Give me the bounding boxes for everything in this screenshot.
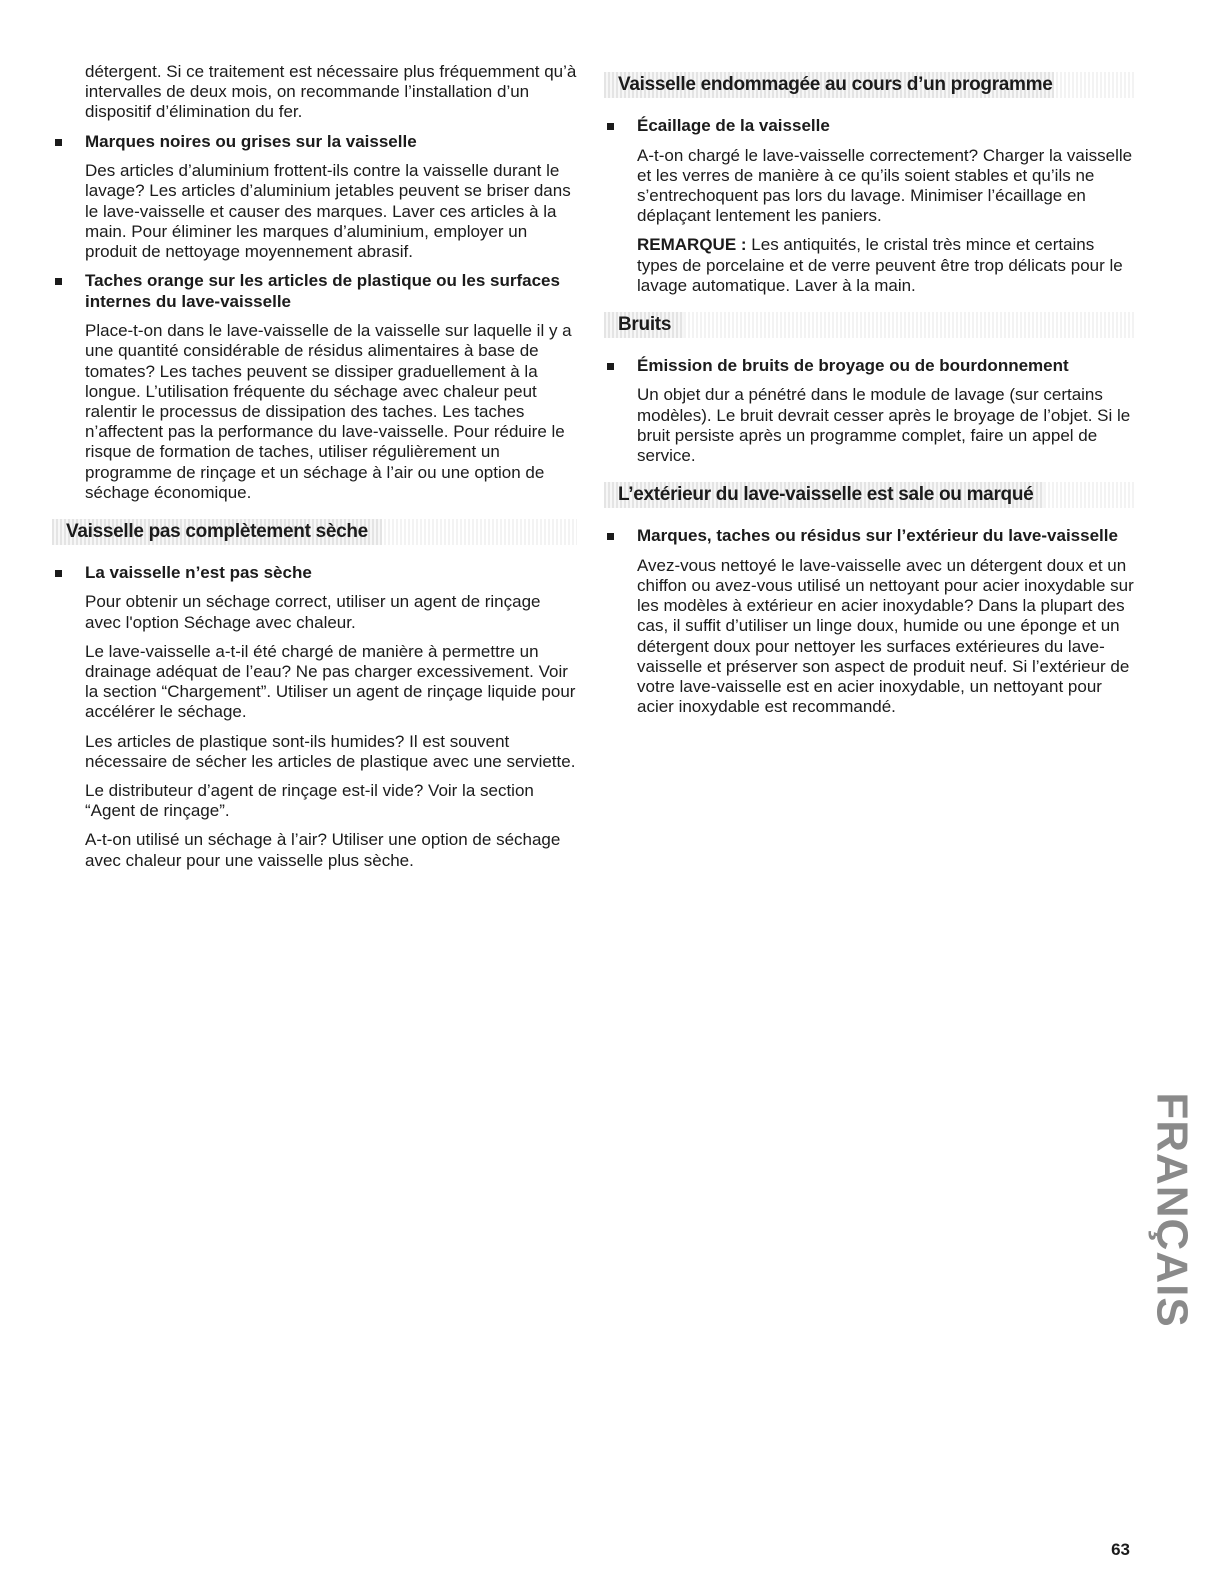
section-heading-label: Vaisselle pas complètement sèche [66,520,368,542]
item-title-black-marks: Marques noires ou grises sur la vaisselle [52,132,577,153]
section-heading-not-dry [52,517,577,547]
item-title-orange-stains: Taches orange sur les articles de plastique ou les surfaces internes du lave-vaisselle [52,271,577,312]
remark-text: Les antiquités, le cristal très mince et certains types de porcelaine et de verre peuvent être trop délicats pour le lavage automatique. Laver à la main. [637,235,1123,295]
section-heading-damaged [604,70,1134,100]
section-heading-exterior [604,480,1134,510]
remark-paragraph [604,235,1134,296]
section-heading-label: L’extérieur du lave-vaisselle est sale ou marqué [618,484,1034,506]
not-dry-paragraph-3: Les articles de plastique sont-ils humides? Il est souvent nécessaire de sécher les articles de plastique avec une serviette. [85,731,576,771]
page-number: 63 [1111,1540,1130,1559]
item-text-noises: Un objet dur a pénétré dans le module de lavage (sur certains modèles). Le bruit devrait cesser après le broyage de l’objet. Si le bruit persiste après un programme complet, faire un appel de service. [637,385,1131,466]
section-heading-noises [604,310,1134,340]
not-dry-paragraph-5: A-t-on utilisé un séchage à l’air? Utiliser une option de séchage avec chaleur pour une vaisselle plus sèche. [85,830,561,870]
not-dry-paragraph-4: Le distributeur d’agent de rinçage est-il vide? Voir la section “Agent de rinçage”. [85,781,534,821]
not-dry-paragraph-1: Pour obtenir un séchage correct, utiliser un agent de rinçage avec l'option Séchage avec chaleur. [85,592,541,632]
item-text-orange-stains: Place-t-on dans le lave-vaisselle de la vaisselle sur laquelle il y a une quantité considérable de résidus alimentaires à base de tomates? Les taches peuvent se dissiper graduellement à la longue. L’utilisation fréquente du séchage avec chaleur peut ralentir le processus de dissipation des taches. Les taches n’affectent pas la performance du lave-vaisselle. Pour réduire le risque de formation de taches, utiliser régulièrement un programme de rinçage et un séchage à l’air ou une option de séchage économique. [85,321,572,502]
item-title-noises: Émission de bruits de broyage ou de bourdonnement [604,356,1134,377]
item-title-chipping: Écaillage de la vaisselle [604,116,1134,137]
not-dry-paragraph-2: Le lave-vaisselle a-t-il été chargé de manière à permettre un drainage adéquat de l’eau? Ne pas charger excessivement. Voir la section “Chargement”. Utiliser un agent de rinçage liquide pour accélérer le séchage. [85,641,576,722]
item-text-chipping: A-t-on chargé le lave-vaisselle correctement? Charger la vaisselle et les verres de manière à ce qu’ils soient stables et qu’ils ne s’entrechoquent pas lors du lavage. Minimiser l’écaillage en déplaçant lentement les paniers. [637,145,1133,226]
section-heading-label: Bruits [618,313,672,335]
item-text-exterior: Avez-vous nettoyé le lave-vaisselle avec un détergent doux et un chiffon ou avez-vous utilisé un nettoyant pour acier inoxydable sur les modèles à extérieur en acier inoxydable? Dans la plupart des cas, il suffit d’utiliser un linge doux, humide ou une éponge et un détergent doux pour nettoyer les surfaces extérieures du lave-vaisselle et préserver son aspect de produit neuf. Si l’extérieur de votre lave-vaisselle est en acier inoxydable, un nettoyant pour acier inoxydable est recommandé. [637,555,1134,717]
item-title-not-dry: La vaisselle n’est pas sèche [52,563,577,584]
item-text-black-marks: Des articles d’aluminium frottent-ils contre la vaisselle durant le lavage? Les articles d’aluminium jetables peuvent se briser dans le lave-vaisselle et causer des marques. Laver ces articles à la main. Pour éliminer les marques d’aluminium, employer un produit de nettoyage moyennement abrasif. [85,161,571,261]
intro-paragraph: détergent. Si ce traitement est nécessaire plus fréquemment qu’à intervalles de deux mois, on recommande l’installation d’un dispositif d’élimination du fer. [85,62,577,122]
item-title-exterior: Marques, taches ou résidus sur l’extérieur du lave-vaisselle [604,526,1134,547]
language-tab-label: FRANÇAIS [1148,1092,1198,1328]
language-side-tab [1148,1080,1198,1340]
left-column [52,62,577,871]
right-column [604,70,1134,717]
section-heading-label: Vaisselle endommagée au cours d’un programme [618,74,1053,95]
remark-label: REMARQUE : [637,235,747,255]
